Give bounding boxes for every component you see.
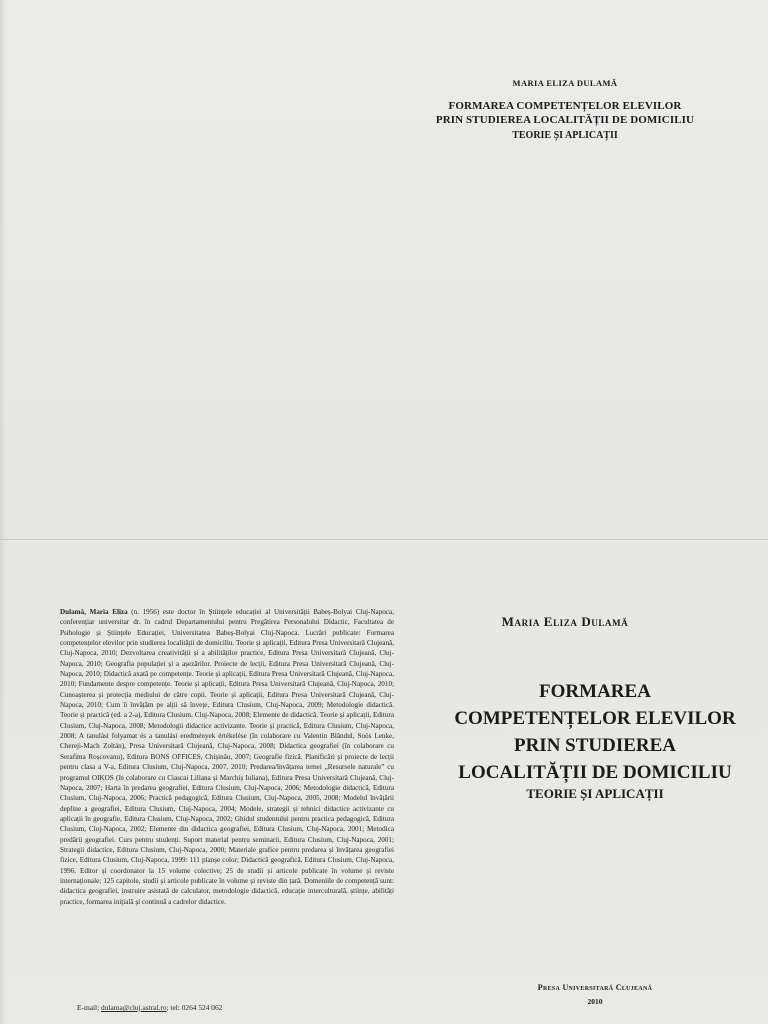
cover-subtitle: TEORIE ȘI APLICAȚII (526, 786, 664, 801)
cover-title-line: PRIN STUDIEREA (513, 735, 677, 756)
tel-number: 0264 524 062 (181, 1003, 223, 1012)
cover-author: Maria Eliza Dulamă (501, 614, 629, 629)
author-bio (60, 607, 394, 907)
cover-title (440, 678, 750, 786)
cover-title-line: FORMAREA (539, 681, 651, 702)
publisher-name: Presa Universitară Clujeană (537, 983, 653, 992)
tel-label: ; tel: (166, 1003, 182, 1012)
bio-author-name: Dulamă, Maria Eliza (60, 608, 128, 616)
contact-line (77, 1003, 222, 1012)
inner-title (400, 99, 730, 127)
inner-title-line: FORMAREA COMPETENȚELOR ELEVILOR (448, 100, 682, 112)
inner-subtitle: TEORIE ȘI APLICAȚII (512, 130, 618, 141)
page-edge-shadow (0, 0, 6, 1024)
inner-title-block (400, 78, 730, 141)
bio-text: (n. 1956) este doctor în Științele educației al Universității Babeș-Bolyai Cluj-Napoca, conferențiar universitar dr. în cadrul Departamentului pentru Pregătirea Personalului Didactic, Facultatea de Psihologie și Științele Educației, Universitatea Babeș-Bolyai Cluj-Napoca. Lucrări publicate: Formarea competențelor elevilor prin studierea localității de domiciliu. Teorie și aplicații, Editura Presa Universitară Clujeană, Cluj-Napoca, 2010; Dezvoltarea creativității și a abilităților practice, Editura Presa Universitară Clujeană, Cluj-Napoca, 2010; Geografia populației și a așezărilor. Proiecte de lecții, Editura Presa Universitară Clujeană, Cluj-Napoca, 2010; Didactică axată pe competențe. Teorie și aplicații, Editura Presa Universitară Clujeană, Cluj-Napoca, 2010; Fundamente despre competențe. Teorie și aplicații, Editura Presa Universitară Clujeană, Cluj-Napoca, 2010; Cunoașterea și protecția mediului de către copii. Teorie și aplicații, Editura Presa Universitară Clujeană, Cluj-Napoca, 2010; Cum îi învățăm pe alții să învețe, Editura Clusium, Cluj-Napoca, 2009; Metodologie didactică. Teorie și practică (ed. a 2-a), Editura Clusium, Cluj-Napoca, 2008; Elemente de didactică. Teorie și aplicații, Editura Clusium, Cluj-Napoca, 2008; Metodologii didactice activizante. Teorie și practică, Editura Clusium, Cluj-Napoca, 2008; A tanulási folyamat és a tanulási eredmények értékelése (în colaborare cu Valentin Blăndul, Soós Lenke, Chereji-Mach Zoltán), Presa Universitară Clujeană, Cluj-Napoca, 2008; Didactica geografiei (în colaborare cu Serafima Roșcovanu), Editura BONS OFFICES, Chișinău, 2007; Geografie fizică. Planificări și proiecte de lecții pentru clasa a V-a, Editura Clusium, Cluj-Napoca, 2007, 2010; Predarea/învățarea temei „Resursele naturale” cu programul OIKOS (în colaborare cu Ciascai Liliana și Marchiș Iuliana), Editura Presa Universitară Clujeană, Cluj-Napoca, 2007; Harta în predarea geografiei, Editura Clusium, Cluj-Napoca, 2006; Metodologie didactică, Editura Clusium, Cluj-Napoca, 2006; Practică pedagogică, Editura Clusium, Cluj-Napoca, 2005, 2008; Modelul învățării depline a geografiei, Editura Clusium, Cluj-Napoca, 2004; Modele, strategii și tehnici didactice activizante cu aplicații în geografie, Editura Clusium, Cluj-Napoca, 2002; Ghidul studentului pentru practica pedagogică, Editura Clusium, Cluj-Napoca, 2002; Elemente din didactica geografiei, Editura Clusium, Cluj-Napoca, 2001; Metodica predării geografiei. Curs pentru studenți. Suport material pentru seminarii, Editura Clusium, Cluj-Napoca, 2001; Strategii didactice, Editura Clusium, Cluj-Napoca, 2000; Materiale grafice pentru predarea și învățarea geografiei fizice, Editura Clusium, Cluj-Napoca, 1999: 111 planșe color; Didactică geografică, Editura Clusium, Cluj-Napoca, 1996. Editor și coordonator la 15 volume colective; 25 de studii și articole publicate în volume și reviste internaționale; 125 capitole, studii și articole publicate în volume și reviste din țară. Domeniile de competență sunt: didactica geografiei, instruire asistată de calculator, metodologie didactică, educație interculturală, științe, abilități practice, formarea inițială și continuă a cadrelor didactice. (60, 608, 394, 906)
email-label: E-mail: (77, 1003, 102, 1012)
inner-author: MARIA ELIZA DULAMĂ (512, 78, 618, 88)
cover-title-line: COMPETENȚELOR ELEVILOR (454, 708, 736, 729)
inner-title-line: PRIN STUDIEREA LOCALITĂȚII DE DOMICILIU (435, 114, 695, 126)
email-link[interactable]: dulama@cluj.astral.ro (101, 1003, 167, 1012)
cover-title-line: LOCALITĂȚII DE DOMICILIU (458, 762, 732, 783)
fold-line (0, 539, 768, 540)
publication-year: 2010 (587, 997, 603, 1006)
